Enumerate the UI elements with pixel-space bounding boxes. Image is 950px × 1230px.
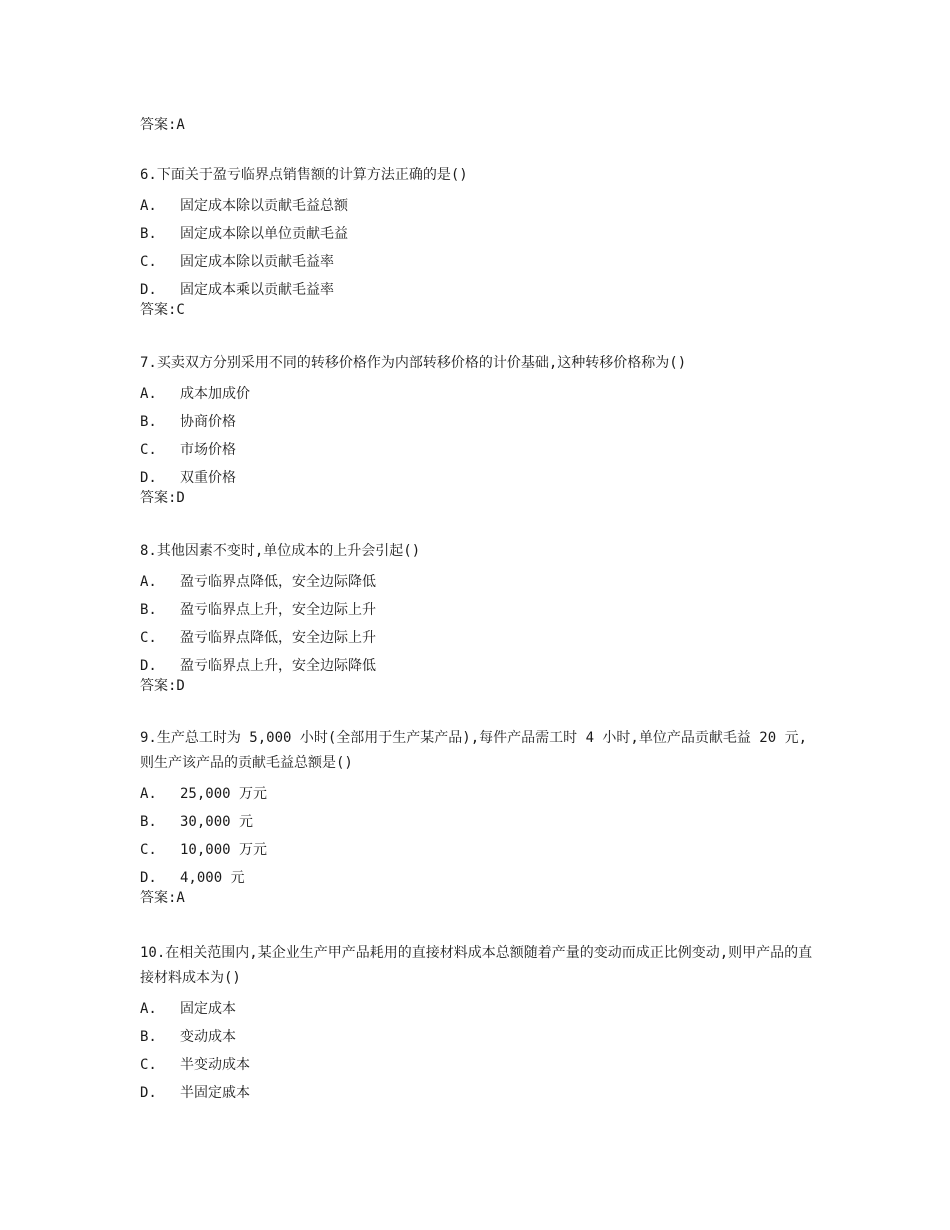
option-a <box>140 995 820 1023</box>
option-text: 盈亏临界点降低，安全边际降低 <box>180 574 376 590</box>
option-d <box>140 464 820 492</box>
option-text: 4,000 元 <box>180 870 245 886</box>
question-6 <box>140 163 820 320</box>
question-9 <box>140 726 820 908</box>
option-letter: B. <box>140 414 157 430</box>
option-text: 30,000 元 <box>180 814 254 830</box>
option-letter: A. <box>140 386 157 402</box>
option-text: 成本加成价 <box>180 386 250 402</box>
option-letter: B. <box>140 814 157 830</box>
option-letter: D. <box>140 470 157 486</box>
option-letter: A. <box>140 1001 157 1017</box>
option-letter: D. <box>140 1085 157 1101</box>
option-d <box>140 652 820 680</box>
option-text: 固定成本乘以贡献毛益率 <box>180 282 334 298</box>
option-c <box>140 248 820 276</box>
option-text: 双重价格 <box>180 470 236 486</box>
option-b <box>140 596 820 624</box>
option-letter: C. <box>140 1057 157 1073</box>
question-10 <box>140 941 820 1107</box>
option-letter: D. <box>140 870 157 886</box>
option-b <box>140 1023 820 1051</box>
option-letter: C. <box>140 630 157 646</box>
answer-line: 答案:D <box>140 678 185 694</box>
option-a <box>140 780 820 808</box>
option-letter: C. <box>140 442 157 458</box>
option-text: 10,000 万元 <box>180 842 268 858</box>
option-letter: D. <box>140 282 157 298</box>
option-text: 协商价格 <box>180 414 236 430</box>
question-stem: 6.下面关于盈亏临界点销售额的计算方法正确的是() <box>140 167 468 183</box>
question-stem: 10.在相关范围内,某企业生产甲产品耗用的直接材料成本总额随着产量的变动而成正比例变动,则甲产品的直接材料成本为() <box>140 945 813 986</box>
option-c <box>140 624 820 652</box>
question-stem: 7.买卖双方分别采用不同的转移价格作为内部转移价格的计价基础,这种转移价格称为() <box>140 355 687 371</box>
option-d <box>140 276 820 304</box>
option-text: 半变动成本 <box>180 1057 250 1073</box>
option-text: 固定成本除以贡献毛益率 <box>180 254 334 270</box>
question-stem: 9.生产总工时为 5,000 小时(全部用于生产某产品),每件产品需工时 4 小时,单位产品贡献毛益 20 元,则生产该产品的贡献毛益总额是() <box>140 730 808 771</box>
option-letter: C. <box>140 254 157 270</box>
option-text: 变动成本 <box>180 1029 236 1045</box>
answer-line-q5: 答案:A <box>140 117 185 133</box>
option-b <box>140 408 820 436</box>
option-text: 固定成本除以贡献毛益总额 <box>180 198 348 214</box>
option-letter: A. <box>140 574 157 590</box>
option-c <box>140 436 820 464</box>
option-letter: D. <box>140 658 157 674</box>
option-letter: A. <box>140 198 157 214</box>
answer-line: 答案:D <box>140 490 185 506</box>
option-letter: B. <box>140 1029 157 1045</box>
option-letter: B. <box>140 602 157 618</box>
option-d <box>140 864 820 892</box>
option-text: 固定成本 <box>180 1001 236 1017</box>
option-text: 25,000 万元 <box>180 786 268 802</box>
option-b <box>140 220 820 248</box>
option-b <box>140 808 820 836</box>
question-7 <box>140 351 820 508</box>
option-text: 固定成本除以单位贡献毛益 <box>180 226 348 242</box>
option-a <box>140 380 820 408</box>
answer-line: 答案:C <box>140 302 185 318</box>
option-text: 盈亏临界点上升，安全边际降低 <box>180 658 376 674</box>
question-8 <box>140 539 820 696</box>
option-a <box>140 568 820 596</box>
answer-line: 答案:A <box>140 890 185 906</box>
question-stem: 8.其他因素不变时,单位成本的上升会引起() <box>140 543 421 559</box>
option-text: 盈亏临界点降低，安全边际上升 <box>180 630 376 646</box>
option-letter: A. <box>140 786 157 802</box>
option-d <box>140 1079 820 1107</box>
option-text: 半固定戚本 <box>180 1085 250 1101</box>
option-text: 盈亏临界点上升，安全边际上升 <box>180 602 376 618</box>
option-c <box>140 1051 820 1079</box>
option-text: 市场价格 <box>180 442 236 458</box>
option-letter: B. <box>140 226 157 242</box>
option-a <box>140 192 820 220</box>
option-letter: C. <box>140 842 157 858</box>
option-c <box>140 836 820 864</box>
